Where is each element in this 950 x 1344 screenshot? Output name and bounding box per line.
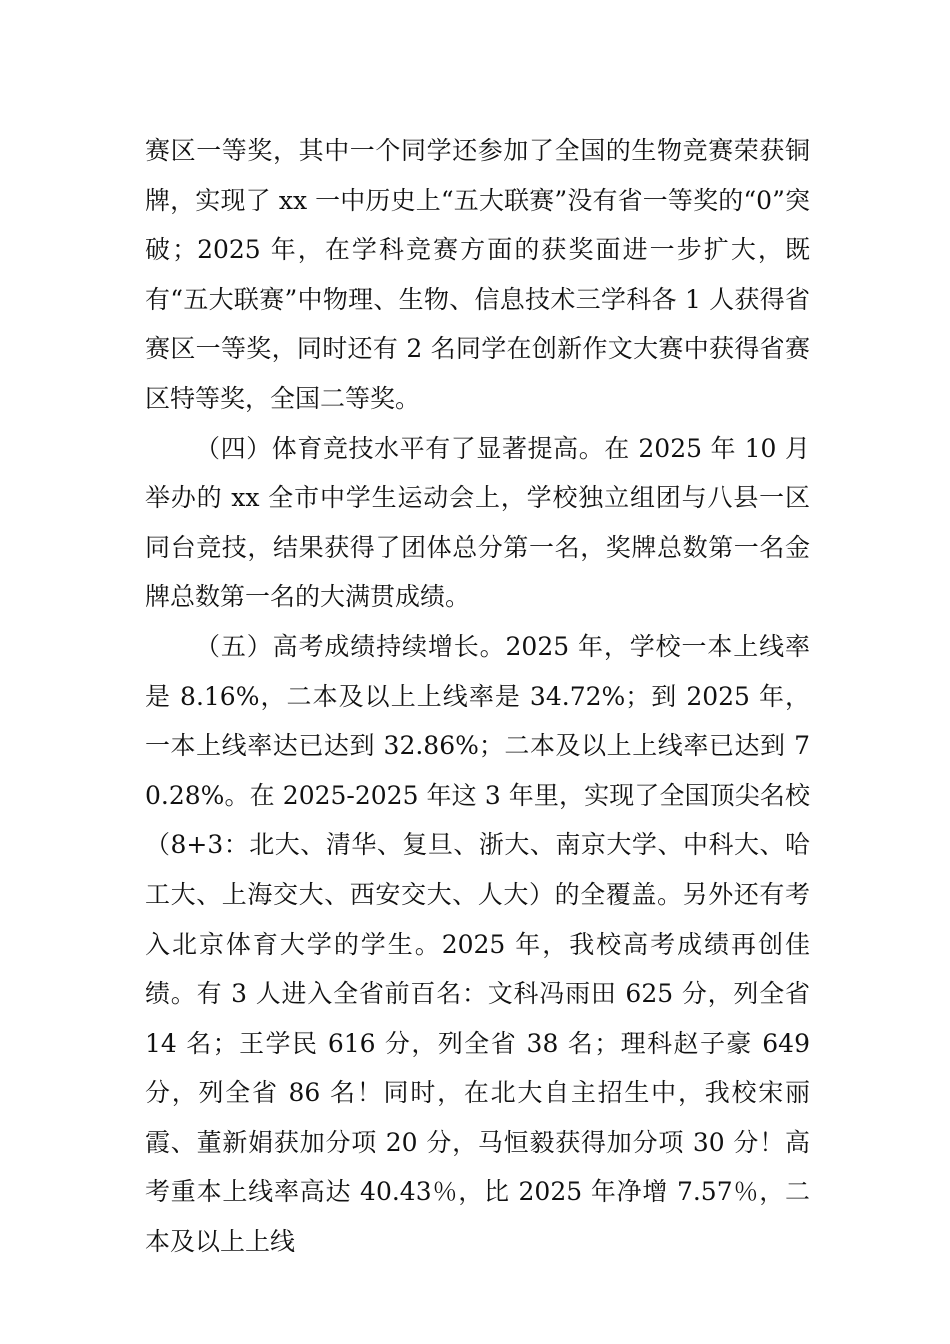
paragraph-exam-results: （五）高考成绩持续增长。2025 年，学校一本上线率是 8.16%，二本及以上上线率是 34.72%；到 2025 年，一本上线率达已达到 32.86%；二本及以上上线率已达到 70.28%。在 2025-2025 年这 3 年里，实现了全国顶尖名校（8+3：北大、清华、复旦、浙大、南京大学、中科大、哈工大、上海交大、西安交大、人大）的全覆盖。另外还有考入北京体育大学的学生。2025 年，我校高考成绩再创佳绩。有 3 人进入全省前百名：文科冯雨田 625 分，列全省 14 名；王学民 616 分，列全省 38 名；理科赵子豪 649 分，列全省 86 名！同时，在北大自主招生中，我校宋丽霞、董新娟获加分项 20 分，马恒毅获得加分项 30 分！高考重本上线率高达 40.43％，比 2025 年净增 7.57％，二本及以上上线	[145, 631, 810, 1257]
paragraph-sports-achievement: （四）体育竞技水平有了显著提高。在 2025 年 10 月举办的 xx 全市中学生运动会上，学校独立组团与八县一区同台竞技，结果获得了团体总分第一名，奖牌总数第一名金牌总数第一名的大满贯成绩。	[145, 433, 810, 612]
paragraph-competition-awards: 赛区一等奖，其中一个同学还参加了全国的生物竞赛荣获铜牌，实现了 xx 一中历史上“五大联赛”没有省一等奖的“0”突破；2025 年，在学科竞赛方面的获奖面进一步扩大，既有“五大联赛”中物理、生物、信息技术三学科各 1 人获得省赛区一等奖，同时还有 2 名同学在创新作文大赛中获得省赛区特等奖，全国二等奖。	[145, 136, 810, 413]
document-body	[145, 126, 810, 1267]
